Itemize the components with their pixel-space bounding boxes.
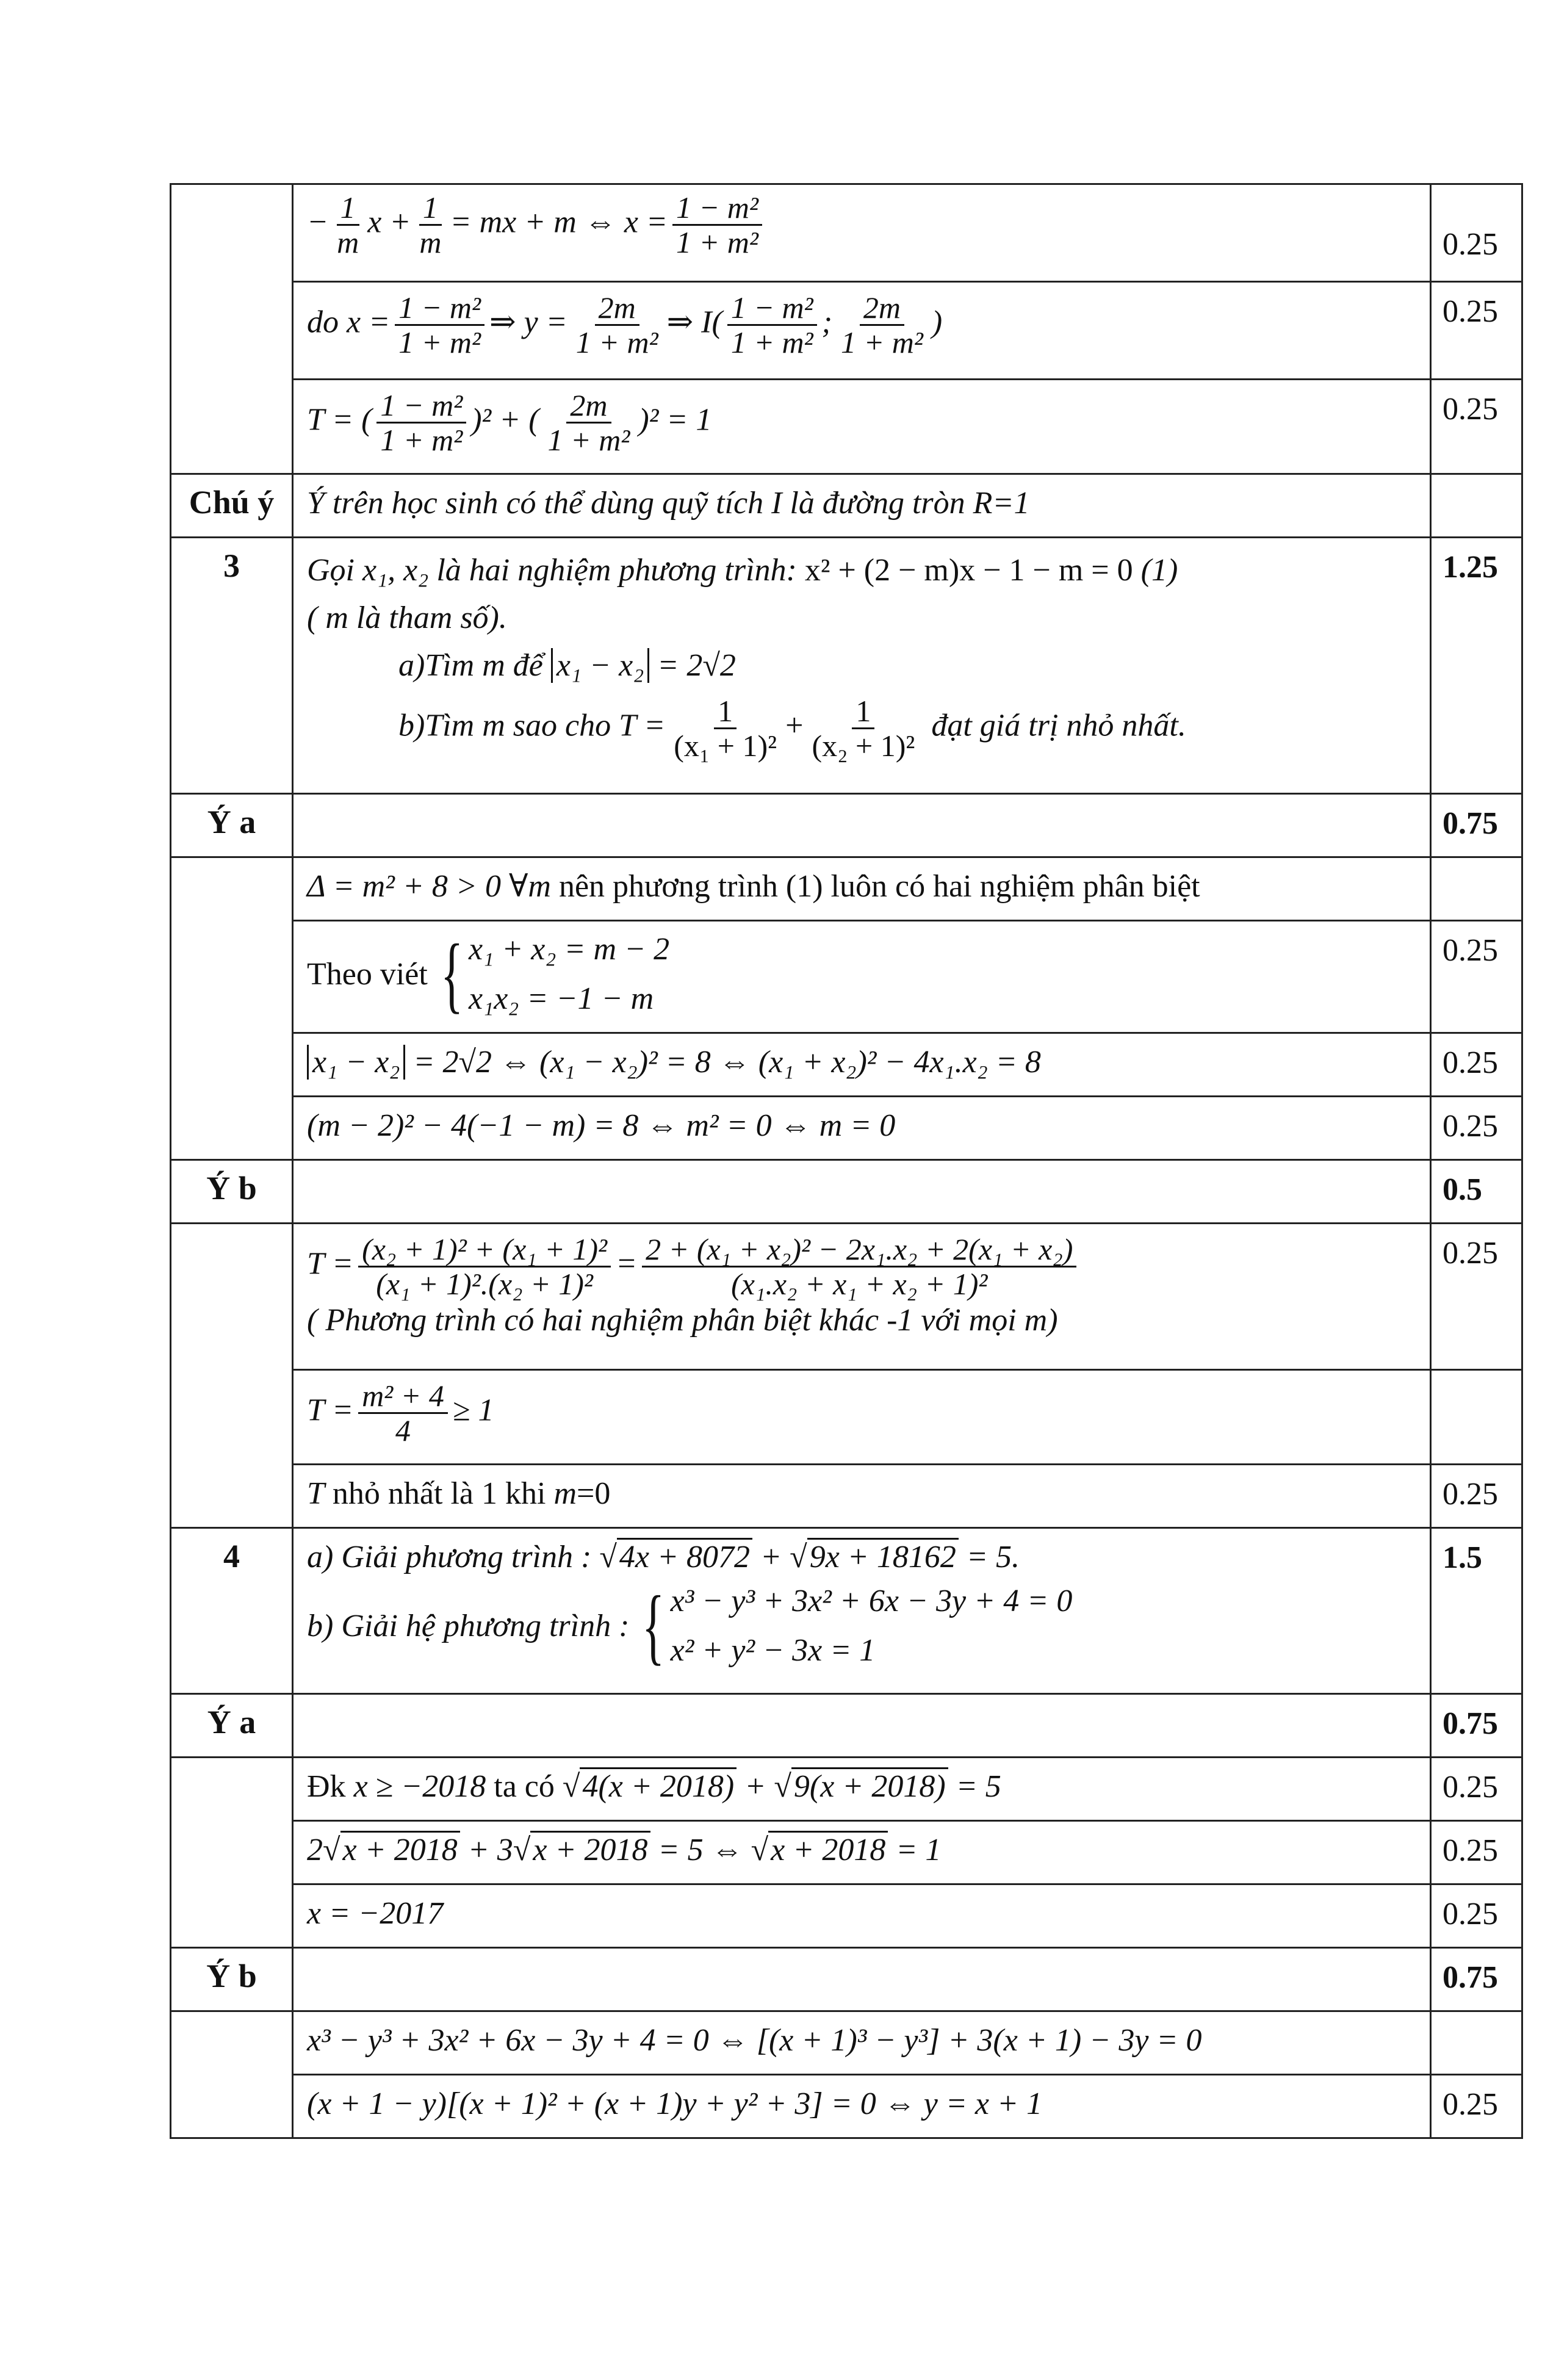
equation-system: { x³ − y³ + 3x² + 6x − 3y + 4 = 0 x² + y² − 3x = 1 bbox=[642, 1578, 1073, 1673]
table-row bbox=[171, 1884, 1522, 1948]
content-cell: T = $\frac{\text{(x₂ + 1)² + (x₁ + 1)²}}{\text{(x₁ + 1)².(x₂ + 1)²}}$ = $\frac{\text{2 + (x₁ + x₂)² − 2x₁.x₂ + 2(x₁ + x₂)}}{\text{(x₁.x₂ + x₁ + x₂ + 1)²}}$ ( Phương trình có hai nghiệm phân biệt khác -1 với mọi m) bbox=[293, 1224, 1431, 1370]
table-row bbox=[171, 2011, 1522, 2075]
label-cell bbox=[171, 857, 293, 1160]
score-cell bbox=[1431, 2075, 1522, 2138]
fraction: $\frac{2m}{\text{1 + m²}}$ bbox=[840, 290, 923, 359]
label-cell bbox=[171, 794, 293, 857]
table-row bbox=[171, 1528, 1522, 1694]
content-cell: x³ − y³ + 3x² + 6x − 3y + 4 = 0 ⇔ [(x + 1)³ − y³] + 3(x + 1) − 3y = 0 bbox=[293, 2011, 1431, 2075]
table-row bbox=[171, 538, 1522, 794]
table-row bbox=[171, 794, 1522, 857]
fraction: $\frac{\text{1 − m²}}{\text{1 + m²}}$ bbox=[727, 291, 817, 359]
equation-system: { x₁ + x₂ = m − 2 x₁x₂ = −1 − m bbox=[440, 926, 670, 1022]
content-cell: x = −2017 bbox=[293, 1884, 1431, 1948]
table-row bbox=[171, 1160, 1522, 1224]
content-cell: T nhỏ nhất là 1 khi m=0 bbox=[293, 1465, 1431, 1528]
fraction: $\frac{2m}{\text{1 + m²}}$ bbox=[575, 290, 658, 359]
content-cell: Đk x ≥ −2018 ta có √4(x + 2018) + √9(x + 2018) = 5 bbox=[293, 1758, 1431, 1821]
table-row bbox=[171, 1758, 1522, 1821]
label-cell bbox=[171, 1528, 293, 1694]
fraction: $\frac{1}{m}$ bbox=[419, 190, 442, 259]
score: 0.25 bbox=[1443, 392, 1498, 427]
table-row bbox=[171, 921, 1522, 1033]
part-label: Ý a bbox=[207, 804, 256, 840]
score: 0.75 bbox=[1443, 1960, 1498, 1996]
fraction: $\frac{\text{m² + 4}}{4}$ bbox=[358, 1379, 448, 1447]
note-label: Chú ý bbox=[189, 484, 275, 521]
score: 0.25 bbox=[1443, 1833, 1498, 1869]
content-cell: do x = $\frac{\text{1 − m²}}{\text{1 + m²}}$ ⇒ y = $\frac{2m}{\text{1 + m²}}$ ⇒ I( $\frac{\text{1 − m²}}{\text{1 + m²}}$ ; $\frac{2m}{\text{1 + m²}}$ ) bbox=[293, 282, 1431, 380]
fraction: $\frac{\text{1 − m²}}{\text{1 + m²}}$ bbox=[395, 291, 484, 359]
q3-part-b: b)Tìm m sao cho T = $\frac{1}{\text{(x₁ + 1)²}}$ + $\frac{1}{\text{(x₂ + 1)²}}$ đạt giá trị nhỏ nhất. bbox=[398, 694, 1186, 763]
score-cell bbox=[1431, 2011, 1522, 2075]
q3-part-a: a)Tìm m để x₁ − x₂ = 2√2 bbox=[398, 648, 736, 683]
label-cell bbox=[171, 1758, 293, 1948]
q4-part-b: b) Giải hệ phương trình : { x³ − y³ + 3x² + 6x − 3y + 4 = 0 x² + y² − 3x = 1 bbox=[307, 1577, 1416, 1675]
content-cell bbox=[293, 538, 1431, 794]
fraction: $\frac{\text{1 − m²}}{\text{1 + m²}}$ bbox=[672, 191, 762, 259]
score: 0.25 bbox=[1443, 1236, 1498, 1271]
table-row bbox=[171, 1224, 1522, 1370]
label-cell bbox=[171, 2011, 293, 2138]
score: 0.25 bbox=[1443, 1477, 1498, 1512]
content-cell: T = ( $\frac{\text{1 − m²}}{\text{1 + m²}}$ )² + ( $\frac{2m}{\text{1 + m²}}$ )² = 1 bbox=[293, 380, 1431, 474]
content-cell: Theo viét { x₁ + x₂ = m − 2 x₁x₂ = −1 − m bbox=[293, 921, 1431, 1033]
label-cell bbox=[171, 184, 293, 474]
content-cell bbox=[293, 1694, 1431, 1758]
note-text: Ý trên học sinh có thể dùng quỹ tích I là đường tròn R=1 bbox=[307, 486, 1030, 521]
table-row bbox=[171, 1694, 1522, 1758]
score-cell bbox=[1431, 474, 1522, 538]
score-cell bbox=[1431, 1694, 1522, 1758]
label-cell bbox=[171, 538, 293, 794]
answer-key-table bbox=[170, 183, 1523, 2139]
score: 1.25 bbox=[1443, 550, 1498, 585]
q4-part-a: a) Giải phương trình : √4x + 8072 + √9x + 18162 = 5. bbox=[307, 1537, 1416, 1577]
score-cell bbox=[1431, 1758, 1522, 1821]
score-cell bbox=[1431, 1821, 1522, 1884]
label-cell bbox=[171, 1694, 293, 1758]
score: 0.75 bbox=[1443, 806, 1498, 841]
content-cell: T = $\frac{\text{m² + 4}}{4}$ ≥ 1 bbox=[293, 1370, 1431, 1465]
score: 0.75 bbox=[1443, 1706, 1498, 1742]
content-cell bbox=[293, 1948, 1431, 2011]
fraction: $\frac{2m}{\text{1 + m²}}$ bbox=[547, 388, 630, 457]
content-cell: − $\frac{1}{m}$ x + $\frac{1}{m}$ = mx + m ⇔ x = $\frac{\text{1 − m²}}{\text{1 + m²}}$ bbox=[293, 184, 1431, 282]
score: 0.25 bbox=[1443, 2087, 1498, 2122]
label-cell bbox=[171, 474, 293, 538]
score-cell bbox=[1431, 380, 1522, 474]
part-label: Ý b bbox=[206, 1170, 257, 1207]
label-cell bbox=[171, 1224, 293, 1528]
score-cell bbox=[1431, 538, 1522, 794]
note-text: ( Phương trình có hai nghiệm phân biệt khác -1 với mọi m) bbox=[307, 1303, 1058, 1338]
score-cell bbox=[1431, 282, 1522, 380]
score-cell bbox=[1431, 1033, 1522, 1097]
score-cell bbox=[1431, 1097, 1522, 1160]
table-row bbox=[171, 380, 1522, 474]
content-cell bbox=[293, 474, 1431, 538]
score: 0.25 bbox=[1443, 1045, 1498, 1081]
table-row bbox=[171, 282, 1522, 380]
table-row bbox=[171, 1370, 1522, 1465]
q3-line2: ( m là tham số). bbox=[307, 600, 507, 635]
fraction: $\frac{\text{2 + (x₁ + x₂)² − 2x₁.x₂ + 2(x₁ + x₂)}}{\text{(x₁.x₂ + x₁ + x₂ + 1)²}}$ bbox=[642, 1233, 1076, 1300]
fraction: $\frac{\text{1 − m²}}{\text{1 + m²}}$ bbox=[376, 389, 466, 456]
score: 1.5 bbox=[1443, 1540, 1482, 1576]
table-row bbox=[171, 1097, 1522, 1160]
fraction: $\frac{1}{\text{(x₂ + 1)²}}$ bbox=[812, 694, 915, 763]
content-cell: (x + 1 − y)[(x + 1)² + (x + 1)y + y² + 3] = 0 ⇔ y = x + 1 bbox=[293, 2075, 1431, 2138]
content-cell: 2√x + 2018 + 3√x + 2018 = 5 ⇔ √x + 2018 = 1 bbox=[293, 1821, 1431, 1884]
score-cell bbox=[1431, 1370, 1522, 1465]
table-row bbox=[171, 857, 1522, 921]
score-cell bbox=[1431, 921, 1522, 1033]
question-number: 3 bbox=[223, 547, 240, 584]
score-cell bbox=[1431, 857, 1522, 921]
table-row bbox=[171, 1821, 1522, 1884]
score-cell bbox=[1431, 1948, 1522, 2011]
fraction: $\frac{1}{m}$ bbox=[337, 190, 359, 259]
score-cell bbox=[1431, 794, 1522, 857]
fraction: $\frac{\text{(x₂ + 1)² + (x₁ + 1)²}}{\text{(x₁ + 1)².(x₂ + 1)²}}$ bbox=[358, 1233, 611, 1300]
score: 0.25 bbox=[1443, 1109, 1498, 1144]
part-label: Ý a bbox=[207, 1704, 256, 1741]
content-cell: Δ = m² + 8 > 0 ∀m nên phương trình (1) luôn có hai nghiệm phân biệt bbox=[293, 857, 1431, 921]
score-cell bbox=[1431, 184, 1522, 282]
label-cell bbox=[171, 1160, 293, 1224]
content-cell bbox=[293, 794, 1431, 857]
content-cell bbox=[293, 1160, 1431, 1224]
table-row bbox=[171, 2075, 1522, 2138]
fraction: $\frac{1}{\text{(x₁ + 1)²}}$ bbox=[674, 694, 777, 763]
score: 0.5 bbox=[1443, 1172, 1482, 1208]
table-row bbox=[171, 1465, 1522, 1528]
score: 0.25 bbox=[1443, 227, 1498, 262]
score: 0.25 bbox=[1443, 1897, 1498, 1932]
score-cell bbox=[1431, 1528, 1522, 1694]
score-cell bbox=[1431, 1224, 1522, 1370]
score-cell bbox=[1431, 1884, 1522, 1948]
q3-line1: Gọi x₁, x₂ là hai nghiệm phương trình: x² + (2 − m)x − 1 − m = 0 (1) bbox=[307, 553, 1178, 588]
score: 0.25 bbox=[1443, 294, 1498, 329]
label-cell bbox=[171, 1948, 293, 2011]
content-cell bbox=[293, 1528, 1431, 1694]
content-cell: x₁ − x₂ = 2√2 ⇔ (x₁ − x₂)² = 8 ⇔ (x₁ + x₂)² − 4x₁.x₂ = 8 bbox=[293, 1033, 1431, 1097]
score-cell bbox=[1431, 1465, 1522, 1528]
score: 0.25 bbox=[1443, 1770, 1498, 1805]
table-row bbox=[171, 1948, 1522, 2011]
table-row bbox=[171, 1033, 1522, 1097]
part-label: Ý b bbox=[206, 1958, 257, 1995]
question-number: 4 bbox=[223, 1538, 240, 1575]
content-cell: (m − 2)² − 4(−1 − m) = 8 ⇔ m² = 0 ⇔ m = 0 bbox=[293, 1097, 1431, 1160]
table-row bbox=[171, 184, 1522, 282]
score-cell bbox=[1431, 1160, 1522, 1224]
score: 0.25 bbox=[1443, 933, 1498, 968]
table-row bbox=[171, 474, 1522, 538]
